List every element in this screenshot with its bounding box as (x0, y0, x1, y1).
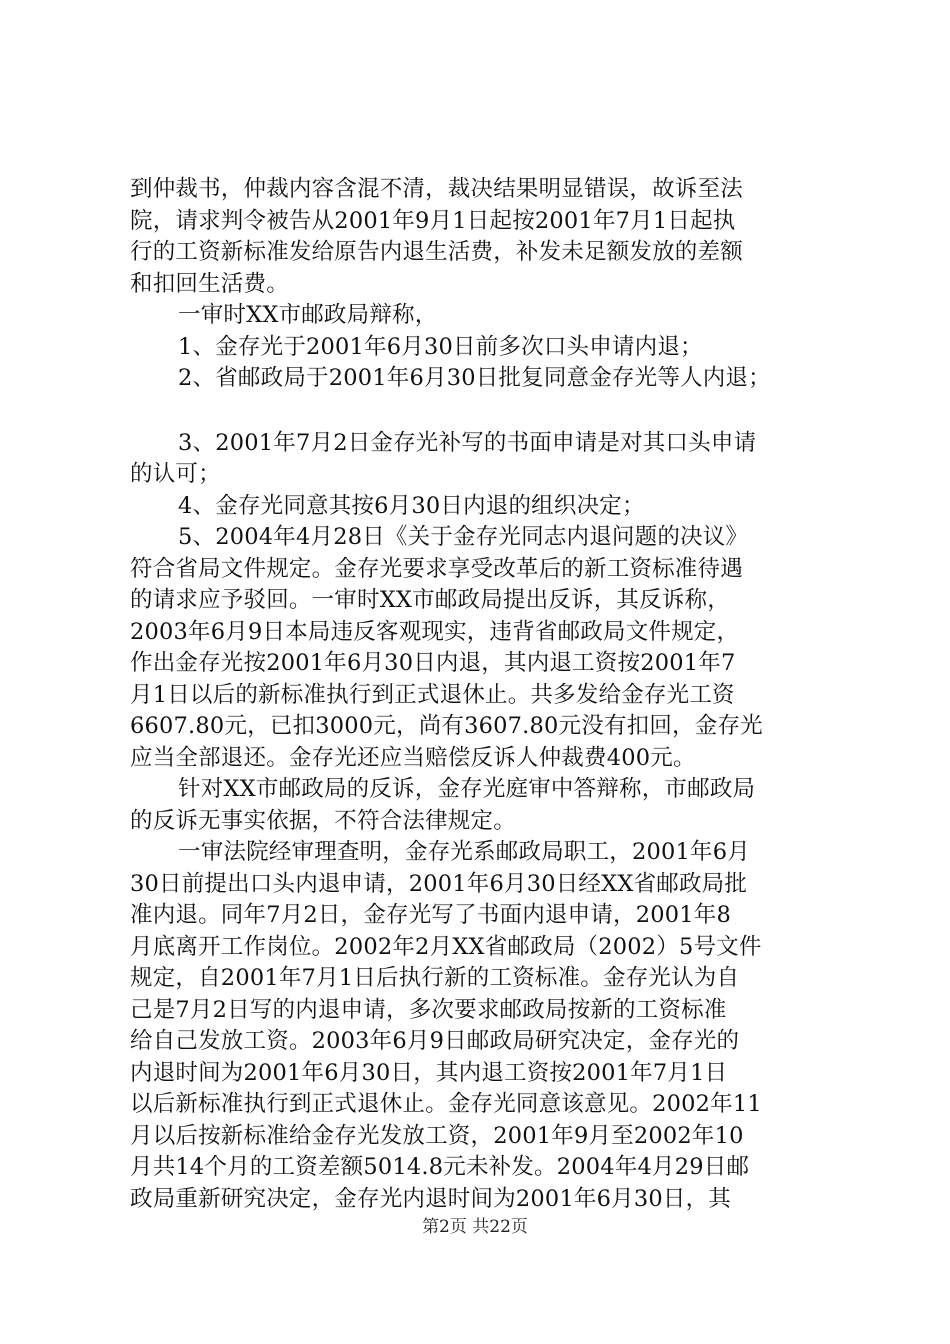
text-line: 2、省邮政局于2001年6月30日批复同意金存光等人内退； (178, 365, 771, 391)
text-line: 到仲裁书，仲裁内容含混不清，裁决结果明显错误，故诉至法 (130, 176, 743, 202)
text-line: 己是7月2日写的内退申请，多次要求邮政局按新的工资标准 (130, 996, 727, 1023)
text-line: 2003年6月9日本局违反客观现实，违背省邮政局文件规定， (130, 618, 740, 645)
text-line: 政局重新研究决定，金存光内退时间为2001年6月30日，其 (130, 1185, 732, 1212)
text-line: 6607.80元，已扣3000元，尚有3607.80元没有扣回，金存光 (130, 713, 763, 739)
text-line: 的请求应予驳回。一审时XX市邮政局提出反诉，其反诉称， (130, 587, 730, 613)
text-line: 4、金存光同意其按6月30日内退的组织决定； (178, 492, 645, 519)
text-line: 30日前提出口头内退申请，2001年6月30日经XX省邮政局批 (130, 870, 748, 897)
text-line: 的反诉无事实依据，不符合法律规定。 (130, 807, 516, 834)
text-line: 行的工资新标准发给原告内退生活费，补发未足额发放的差额 (130, 239, 743, 265)
text-line: 针对XX市邮政局的反诉，金存光庭审中答辩称，市邮政局 (178, 776, 756, 802)
text-line: 月以后按新标准给金存光发放工资，2001年9月至2002年10 (130, 1122, 744, 1149)
text-line: 和扣回生活费。 (130, 270, 289, 297)
text-line: 的认可； (130, 461, 221, 487)
text-line: 内退时间为2001年6月30日，其内退工资按2001年7月1日 (130, 1059, 728, 1086)
text-line: 给自己发放工资。2003年6月9日邮政局研究决定，金存光的 (130, 1028, 740, 1054)
text-line: 3、2001年7月2日金存光补写的书面申请是对其口头申请 (178, 429, 757, 456)
text-line: 应当全部退还。金存光还应当赔偿反诉人仲裁费400元。 (130, 744, 696, 771)
page-number-footer: 第2页 共22页 (422, 1217, 528, 1237)
text-line: 一审时XX市邮政局辩称， (178, 302, 438, 328)
text-line: 以后新标准执行到正式退休止。金存光同意该意见。2002年11 (130, 1091, 762, 1117)
text-line: 符合省局文件规定。金存光要求享受改革后的新工资标准待遇 (130, 555, 743, 582)
text-line: 月共14个月的工资差额5014.8元未补发。2004年4月29日邮 (130, 1154, 750, 1180)
text-line: 一审法院经审理查明，金存光系邮政局职工，2001年6月 (178, 839, 750, 865)
document-body (130, 174, 842, 1215)
text-line: 作出金存光按2001年6月30日内退，其内退工资按2001年7 (130, 650, 736, 676)
text-line: 5、2004年4月28日《关于金存光同志内退问题的决议》 (178, 524, 749, 550)
text-line: 准内退。同年7月2日，金存光写了书面内退申请，2001年8 (130, 902, 732, 928)
text-line: 月底离开工作岗位。2002年2月XX省邮政局（2002）5号文件 (130, 933, 762, 960)
text-line: 规定，自2001年7月1日后执行新的工资标准。金存光认为自 (130, 965, 740, 991)
text-line: 院，请求判令被告从2001年9月1日起按2001年7月1日起执 (130, 207, 736, 234)
text-line: 1、金存光于2001年6月30日前多次口头申请内退； (178, 333, 703, 360)
paragraph-gap (130, 395, 842, 428)
text-line: 月1日以后的新标准执行到正式退休止。共多发给金存光工资 (130, 681, 735, 708)
